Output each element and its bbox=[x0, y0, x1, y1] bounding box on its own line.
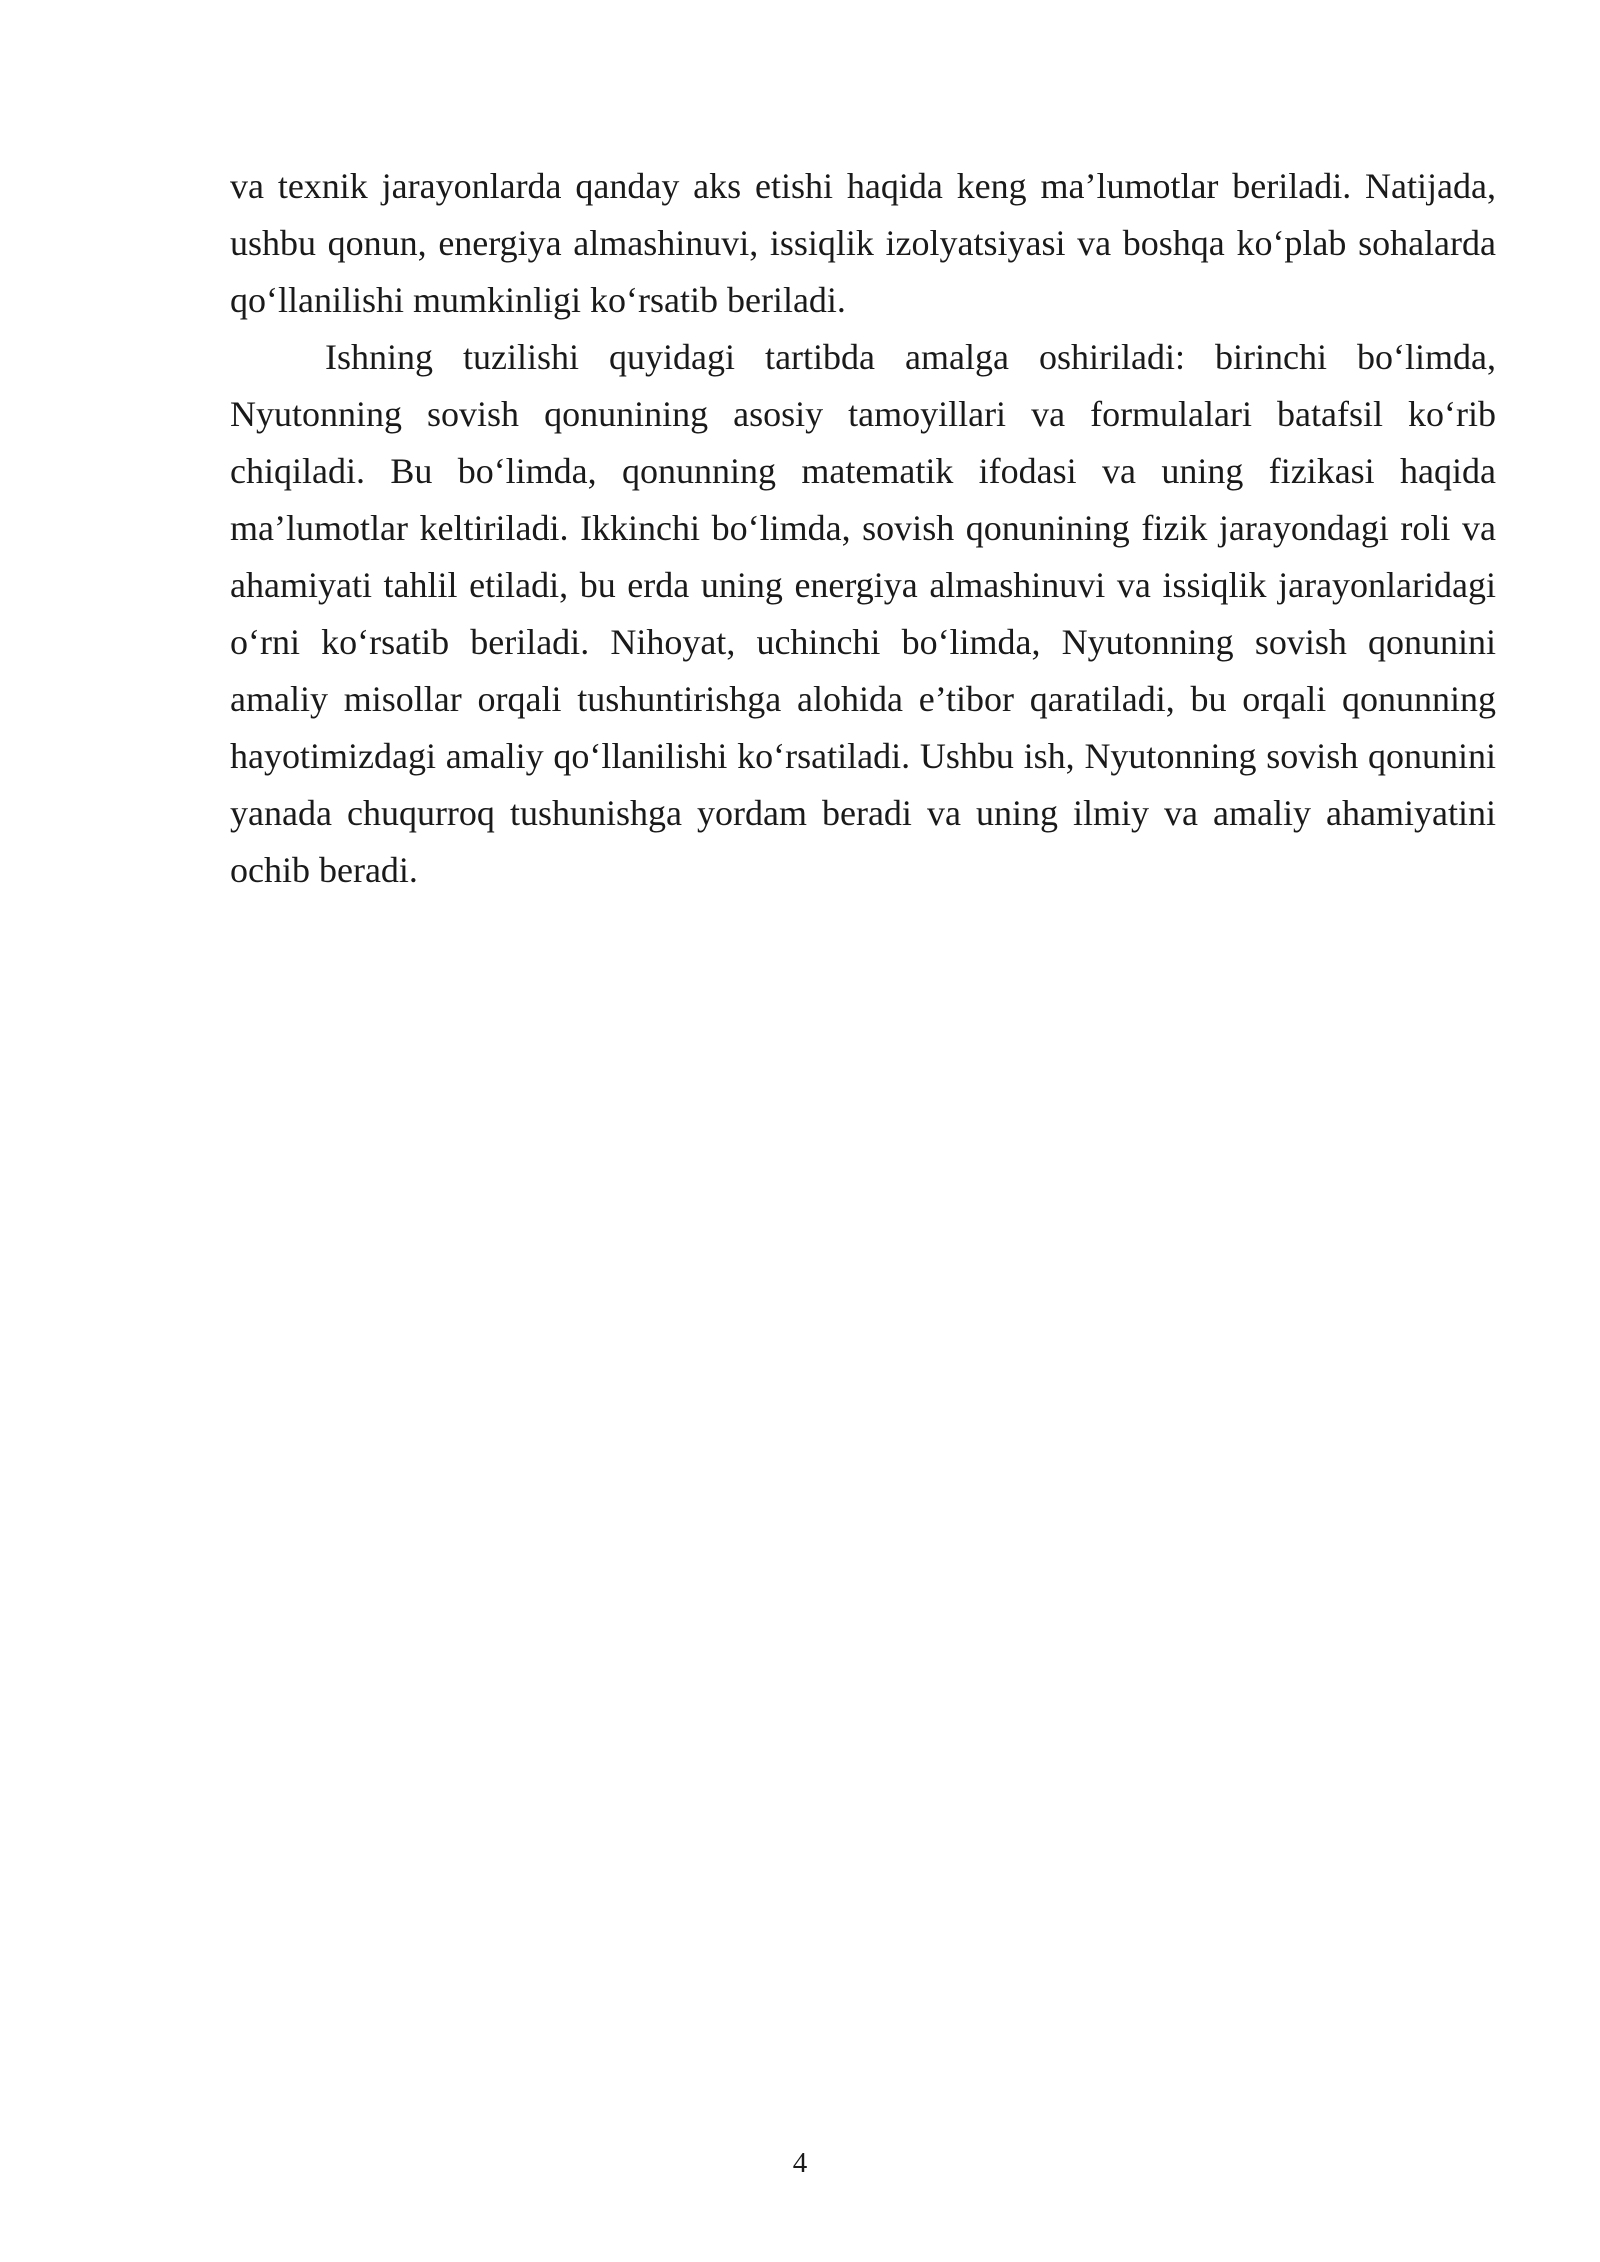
body-text bbox=[230, 158, 1496, 899]
page-number: 4 bbox=[792, 2147, 808, 2179]
paragraph-structure: Ishning tuzilishi quyidagi tartibda amalga oshiriladi: birinchi bo‘limda, Nyutonning sovish qonunining asosiy tamoyillari va formulalari batafsil ko‘rib chiqiladi. Bu bo‘limda, qonunning matematik ifodasi va uning fizikasi haqida ma’lumotlar keltiriladi. Ikkinchi bo‘limda, sovish qonunining fizik jarayondagi roli va ahamiyati tahlil etiladi, bu erda uning energiya almashinuvi va issiqlik jarayonlaridagi o‘rni ko‘rsatib beriladi. Nihoyat, uchinchi bo‘limda, Nyutonning sovish qonunini amaliy misollar orqali tushuntirishga alohida e’tibor qaratiladi, bu orqali qonunning hayotimizdagi amaliy qo‘llanilishi ko‘rsatiladi. Ushbu ish, Nyutonning sovish qonunini yanada chuqurroq tushunishga yordam beradi va uning ilmiy va amaliy ahamiyatini ochib beradi. bbox=[230, 337, 1496, 890]
paragraph-continuation: va texnik jarayonlarda qanday aks etishi haqida keng ma’lumotlar beriladi. Natijada, ushbu qonun, energiya almashinuvi, issiqlik izolyatsiyasi va boshqa ko‘plab sohalarda qo‘llanilishi mumkinligi ko‘rsatib beriladi. bbox=[230, 166, 1496, 320]
